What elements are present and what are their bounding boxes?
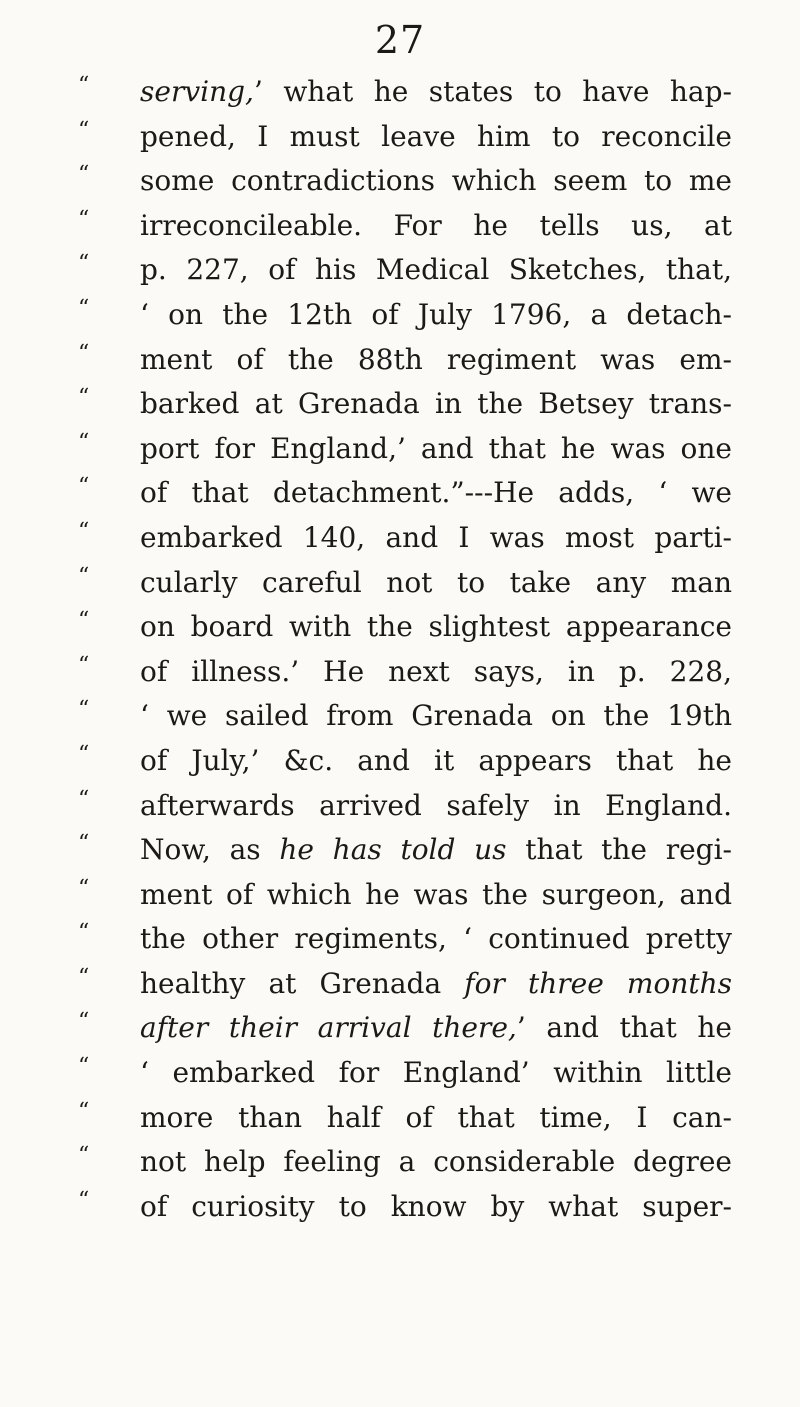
quote-mark: “: [78, 385, 90, 411]
quote-mark: “: [78, 563, 90, 589]
page-number: 27: [374, 18, 426, 62]
text-segment: some contradictions which seem to me: [140, 164, 732, 198]
line-text: [140, 694, 732, 739]
quote-mark: “: [78, 1143, 90, 1169]
line-text: [140, 784, 732, 829]
quote-mark: “: [78, 964, 90, 990]
line-text: [140, 917, 732, 962]
quote-mark: “: [78, 340, 90, 366]
text-segment: Now, as: [140, 833, 280, 867]
line-text: [140, 427, 732, 472]
text-line: [0, 516, 800, 561]
quote-mark: “: [78, 786, 90, 812]
line-text: [140, 115, 732, 160]
text-line: [0, 293, 800, 338]
text-segment: the other regiments, ‘ continued pretty: [140, 922, 732, 956]
line-text: [140, 1185, 732, 1230]
line-text: [140, 516, 732, 561]
line-text: [140, 561, 732, 606]
text-line: [0, 605, 800, 650]
quote-mark: “: [78, 1187, 90, 1213]
italic-text: serving,: [140, 75, 254, 108]
text-line: [0, 650, 800, 695]
quote-mark: “: [78, 1009, 90, 1035]
italic-text: for three months: [464, 966, 732, 1000]
text-line: [0, 739, 800, 784]
line-text: [140, 159, 732, 204]
italic-text: after their arrival there,: [140, 1011, 517, 1045]
quote-mark: “: [78, 295, 90, 321]
quote-mark: “: [78, 920, 90, 946]
text-line: [0, 1051, 800, 1096]
text-line: [0, 115, 800, 160]
line-text: [140, 962, 732, 1007]
text-block: [0, 70, 800, 1229]
text-segment: ment of which he was the surgeon, and: [140, 877, 732, 911]
text-segment: ‘ on the 12th of July 1796, a detach-: [140, 297, 732, 331]
quote-mark: “: [78, 1098, 90, 1124]
text-segment: on board with the slightest appearance: [140, 610, 732, 644]
quote-mark: “: [78, 1054, 90, 1080]
line-text: [140, 650, 732, 695]
text-segment: ‘ embarked for England’ within little: [140, 1056, 732, 1090]
quote-mark: “: [78, 73, 90, 98]
line-text: [140, 605, 732, 650]
text-segment: ment of the 88th regiment was em-: [140, 342, 732, 376]
quote-mark: “: [78, 831, 90, 857]
quote-mark: “: [78, 608, 90, 634]
text-line: [0, 962, 800, 1007]
line-text: [140, 293, 732, 338]
text-segment: of July,’ &c. and it appears that he: [140, 743, 732, 777]
line-text: [140, 204, 732, 249]
line-text: [140, 828, 732, 873]
text-line: [0, 828, 800, 873]
text-line: [0, 1185, 800, 1230]
text-segment: that the regi-: [506, 833, 732, 867]
text-line: [0, 471, 800, 516]
text-line: [0, 338, 800, 383]
line-text: [140, 1051, 732, 1096]
quote-mark: “: [78, 162, 90, 188]
text-segment: not help feeling a considerable degree: [140, 1145, 732, 1179]
text-line: [0, 1006, 800, 1051]
text-segment: ’ what he states to have hap-: [253, 75, 732, 108]
text-line: [0, 248, 800, 293]
line-text: [140, 739, 732, 784]
text-segment: barked at Grenada in the Betsey trans-: [140, 387, 732, 421]
text-segment: of illness.’ He next says, in p. 228,: [140, 654, 732, 688]
quote-mark: “: [78, 697, 90, 723]
quote-mark: “: [78, 117, 90, 143]
text-segment: irreconcileable. For he tells us, at: [140, 208, 732, 242]
text-segment: p. 227, of his Medical Sketches, that,: [140, 253, 732, 287]
line-text: [140, 70, 732, 115]
quote-mark: “: [78, 206, 90, 232]
quote-mark: “: [78, 474, 90, 500]
line-text: [140, 338, 732, 383]
text-line: [0, 159, 800, 204]
text-line: [0, 1096, 800, 1141]
italic-text: he has told us: [279, 833, 507, 867]
text-segment: embarked 140, and I was most parti-: [140, 520, 732, 554]
text-line: [0, 382, 800, 427]
quote-mark: “: [78, 429, 90, 455]
line-text: [140, 873, 732, 918]
text-segment: of curiosity to know by what super-: [140, 1189, 732, 1223]
text-segment: ’ and that he: [516, 1011, 732, 1045]
text-line: [0, 70, 800, 115]
text-segment: pened, I must leave him to reconcile: [140, 119, 732, 153]
line-text: [140, 1096, 732, 1141]
text-line: [0, 427, 800, 472]
text-segment: ‘ we sailed from Grenada on the 19th: [140, 699, 732, 733]
quote-mark: “: [78, 741, 90, 767]
quote-mark: “: [78, 652, 90, 678]
text-line: [0, 1140, 800, 1185]
text-line: [0, 561, 800, 606]
text-segment: of that detachment.”---He adds, ‘ we: [140, 476, 732, 510]
line-text: [140, 382, 732, 427]
text-line: [0, 784, 800, 829]
line-text: [140, 248, 732, 293]
text-segment: cularly careful not to take any man: [140, 565, 732, 599]
text-segment: healthy at Grenada: [140, 966, 465, 1000]
text-line: [0, 873, 800, 918]
text-line: [0, 204, 800, 249]
quote-mark: “: [78, 251, 90, 277]
text-segment: more than half of that time, I can-: [140, 1100, 732, 1134]
quote-mark: “: [78, 518, 90, 544]
quote-mark: “: [78, 875, 90, 901]
text-line: [0, 917, 800, 962]
line-text: [140, 1140, 732, 1185]
text-segment: afterwards arrived safely in England.: [140, 788, 732, 822]
line-text: [140, 471, 732, 516]
text-line: [0, 694, 800, 739]
line-text: [140, 1006, 732, 1051]
text-segment: port for England,’ and that he was one: [140, 431, 732, 465]
